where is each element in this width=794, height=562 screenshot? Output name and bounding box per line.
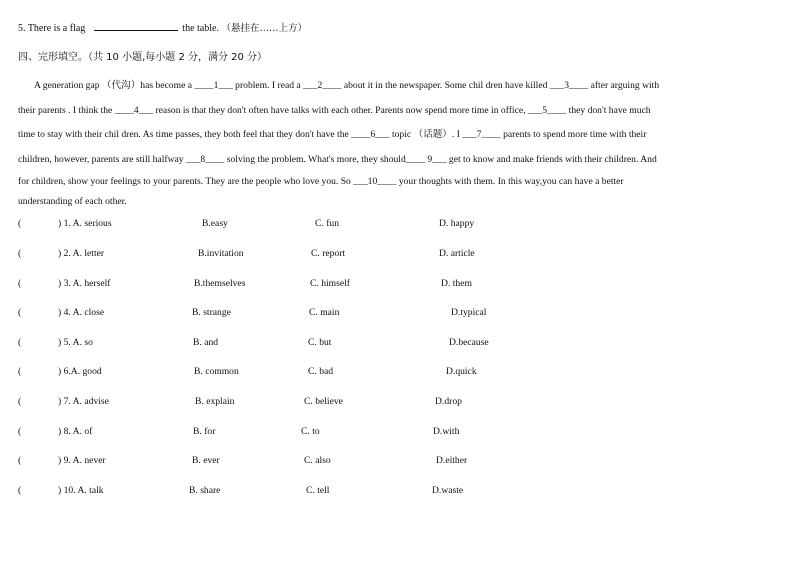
question-5-suffix: the table. [182,23,219,34]
option-a: ) 9. A. never [58,455,106,466]
option-a: ) 10. A. talk [58,485,104,496]
passage-line: understanding of each other. [18,196,127,208]
option-b: B. for [193,426,216,437]
option-c: C. main [309,307,340,318]
passage-line: time to stay with their chil dren. As time passes, they both feel that they don't have the ____6___ topic （话题）. I ___7____ parents to spend more time with their [18,129,647,141]
option-b: B. explain [195,396,235,407]
option-b: B.themselves [194,278,246,289]
option-a: ) 7. A. advise [58,396,109,407]
option-d: D.typical [451,307,487,318]
option-c: C. himself [310,278,350,289]
option-d: D. article [439,248,475,259]
section-title: 四、完形填空。（共 10 小题,每小题 2 分，满分 20 分） [18,52,268,63]
passage-line: their parents . I think the ____4___ reason is that they don't often have talks with each other. Parents now spend more time in office, ___5____ they don't have much [18,104,651,116]
answer-blank[interactable] [94,21,178,31]
question-5-hint: （悬挂在……上方） [221,23,307,34]
option-c: C. also [304,455,331,466]
cloze-passage [18,74,774,212]
option-d: D.with [433,426,460,437]
answer-paren[interactable]: ( [18,307,22,318]
answer-paren[interactable]: ( [18,426,22,437]
option-a: ) 1. A. serious [58,218,112,229]
answer-paren[interactable]: ( [18,248,22,259]
option-b: B.easy [202,218,228,229]
option-c: C. report [311,248,346,259]
option-c: C. bad [308,366,334,377]
answer-paren[interactable]: ( [18,396,22,407]
option-d: D. them [441,278,472,289]
option-a: ) 6.A. good [58,366,102,377]
option-b: B. share [189,485,221,496]
option-d: D.quick [446,366,477,377]
option-c: C. to [301,426,320,437]
option-b: B. common [194,366,239,377]
answer-paren[interactable]: ( [18,366,22,377]
option-a: ) 8. A. of [58,426,93,437]
option-c: C. fun [315,218,339,229]
question-5 [18,20,307,34]
passage-line: A generation gap （代沟）has become a ____1___ problem. I read a ___2____ about it in the newspaper. Some chil dren have killed ___3____ after arguing with [34,80,660,91]
option-b: B. and [193,337,219,348]
option-a: ) 3. A. herself [58,278,111,289]
option-d: D.either [436,455,468,466]
option-c: C. but [308,337,332,348]
option-b: B.invitation [198,248,244,259]
answer-paren[interactable]: ( [18,218,22,229]
passage-line: children, however, parents are still halfway ___8____ solving the problem. What's more, they should____ 9___ get to know and make friends with their children. And [18,153,657,165]
question-5-prefix: 5. There is a flag [18,23,86,34]
option-a: ) 4. A. close [58,307,105,318]
option-c: C. believe [304,396,343,407]
option-a: ) 2. A. letter [58,248,105,259]
answer-paren[interactable]: ( [18,455,22,466]
option-c: C. tell [306,485,330,496]
answer-paren[interactable]: ( [18,485,22,496]
answer-paren[interactable]: ( [18,278,22,289]
answer-paren[interactable]: ( [18,337,22,348]
passage-line: for children, show your feelings to your parents. They are the people who love you. So ___10____ your thoughts with them. In this way,you can have a better [18,176,624,188]
option-d: D. happy [439,218,475,229]
option-d: D.because [449,337,489,348]
option-d: D.drop [435,396,462,407]
option-b: B. ever [192,455,220,466]
option-a: ) 5. A. so [58,337,93,348]
option-b: B. strange [192,307,231,318]
option-d: D.waste [432,485,464,496]
